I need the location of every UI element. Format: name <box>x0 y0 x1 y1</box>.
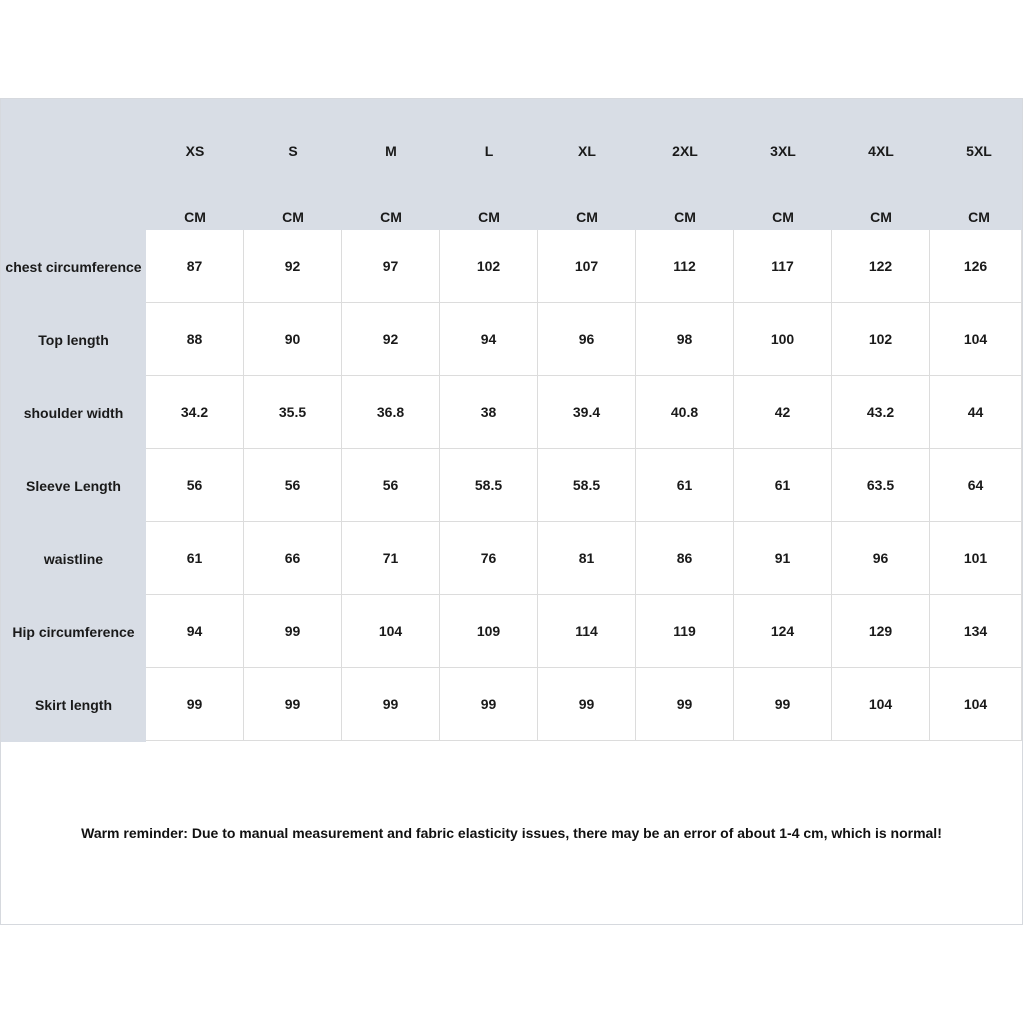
measurement-value-cell: 112 <box>636 230 734 303</box>
measurement-label: Hip circumference <box>12 623 135 640</box>
measurement-grid <box>146 230 1022 742</box>
measurement-value-cell: 99 <box>342 668 440 741</box>
measurement-value-cell: 86 <box>636 522 734 595</box>
measurement-value-cell: 102 <box>440 230 538 303</box>
measurement-label: Sleeve Length <box>26 477 121 494</box>
measurement-value-cell: 96 <box>832 522 930 595</box>
measurement-value-cell: 107 <box>538 230 636 303</box>
measurement-value-cell: 44 <box>930 376 1022 449</box>
measurement-value-cell: 61 <box>146 522 244 595</box>
size-unit: CM <box>576 209 598 225</box>
measurement-value-cell: 99 <box>146 668 244 741</box>
measurement-value-cell: 99 <box>734 668 832 741</box>
measurement-value-cell: 66 <box>244 522 342 595</box>
measurement-value-cell: 58.5 <box>440 449 538 522</box>
measurement-value-cell: 90 <box>244 303 342 376</box>
measurement-value-cell: 104 <box>832 668 930 741</box>
size-column-header <box>930 99 1024 230</box>
size-chart <box>0 98 1023 925</box>
measurement-value-cell: 38 <box>440 376 538 449</box>
measurement-value-cell: 92 <box>342 303 440 376</box>
measurement-value-cell: 99 <box>440 668 538 741</box>
measurement-value-cell: 34.2 <box>146 376 244 449</box>
measurement-value-cell: 122 <box>832 230 930 303</box>
size-unit: CM <box>772 209 794 225</box>
measurement-value-cell: 104 <box>342 595 440 668</box>
measurement-value-cell: 98 <box>636 303 734 376</box>
measurement-value-cell: 88 <box>146 303 244 376</box>
measurement-value-cell: 56 <box>244 449 342 522</box>
size-unit: CM <box>282 209 304 225</box>
size-column-header <box>342 99 440 230</box>
size-name: XS <box>185 143 205 159</box>
measurement-value-cell: 64 <box>930 449 1022 522</box>
measurement-value-cell: 99 <box>244 595 342 668</box>
size-unit: CM <box>674 209 696 225</box>
measurement-value-cell: 63.5 <box>832 449 930 522</box>
size-unit: CM <box>184 209 206 225</box>
size-name: 2XL <box>672 143 698 159</box>
measurement-value-cell: 97 <box>342 230 440 303</box>
measurement-value-cell: 94 <box>440 303 538 376</box>
measurement-value-cell: 92 <box>244 230 342 303</box>
measurement-value-cell: 91 <box>734 522 832 595</box>
measurement-reminder: Warm reminder: Due to manual measurement and fabric elasticity issues, there may be an error of about 1-4 cm, which is normal! <box>81 825 942 841</box>
size-name: S <box>288 143 298 159</box>
measurement-value-cell: 56 <box>146 449 244 522</box>
size-column-header <box>146 99 244 230</box>
measurement-label: chest circumference <box>5 258 142 275</box>
measurement-value-cell: 126 <box>930 230 1022 303</box>
measurement-value-cell: 101 <box>930 522 1022 595</box>
measurement-value-cell: 71 <box>342 522 440 595</box>
size-unit: CM <box>968 209 990 225</box>
measurement-value-cell: 94 <box>146 595 244 668</box>
measurement-value-cell: 81 <box>538 522 636 595</box>
measurement-value-cell: 61 <box>734 449 832 522</box>
measurement-value-cell: 117 <box>734 230 832 303</box>
measurement-value-cell: 129 <box>832 595 930 668</box>
measurement-value-cell: 36.8 <box>342 376 440 449</box>
size-name: 3XL <box>770 143 796 159</box>
size-name: XL <box>578 143 596 159</box>
measurement-value-cell: 40.8 <box>636 376 734 449</box>
measurement-value-cell: 102 <box>832 303 930 376</box>
measurement-value-cell: 58.5 <box>538 449 636 522</box>
measurement-value-cell: 56 <box>342 449 440 522</box>
measurement-value-cell: 109 <box>440 595 538 668</box>
measurement-value-cell: 96 <box>538 303 636 376</box>
measurement-value-cell: 99 <box>244 668 342 741</box>
measurement-label: Top length <box>38 331 109 348</box>
measurement-value-cell: 87 <box>146 230 244 303</box>
size-unit: CM <box>380 209 402 225</box>
measurement-label: Skirt length <box>34 696 112 713</box>
size-column-header <box>244 99 342 230</box>
measurement-value-cell: 134 <box>930 595 1022 668</box>
measurement-value-cell: 99 <box>636 668 734 741</box>
size-name: L <box>484 143 494 159</box>
size-unit: CM <box>870 209 892 225</box>
size-column-header <box>636 99 734 230</box>
size-name: 5XL <box>966 143 992 159</box>
size-column-header <box>832 99 930 230</box>
size-column-header <box>538 99 636 230</box>
measurement-value-cell: 61 <box>636 449 734 522</box>
measurement-value-cell: 100 <box>734 303 832 376</box>
measurement-value-cell: 119 <box>636 595 734 668</box>
measurement-label: waistline <box>43 550 104 567</box>
measurement-value-cell: 39.4 <box>538 376 636 449</box>
measurement-value-cell: 124 <box>734 595 832 668</box>
measurement-value-cell: 42 <box>734 376 832 449</box>
measurement-value-cell: 99 <box>538 668 636 741</box>
size-column-header <box>734 99 832 230</box>
measurement-value-cell: 104 <box>930 303 1022 376</box>
size-column-header <box>440 99 538 230</box>
size-unit: CM <box>478 209 500 225</box>
measurement-value-cell: 76 <box>440 522 538 595</box>
measurement-value-cell: 114 <box>538 595 636 668</box>
measurement-label: shoulder width <box>23 404 124 421</box>
measurement-value-cell: 35.5 <box>244 376 342 449</box>
size-name: 4XL <box>868 143 894 159</box>
measurement-value-cell: 43.2 <box>832 376 930 449</box>
measurement-value-cell: 104 <box>930 668 1022 741</box>
size-name: M <box>385 143 397 159</box>
